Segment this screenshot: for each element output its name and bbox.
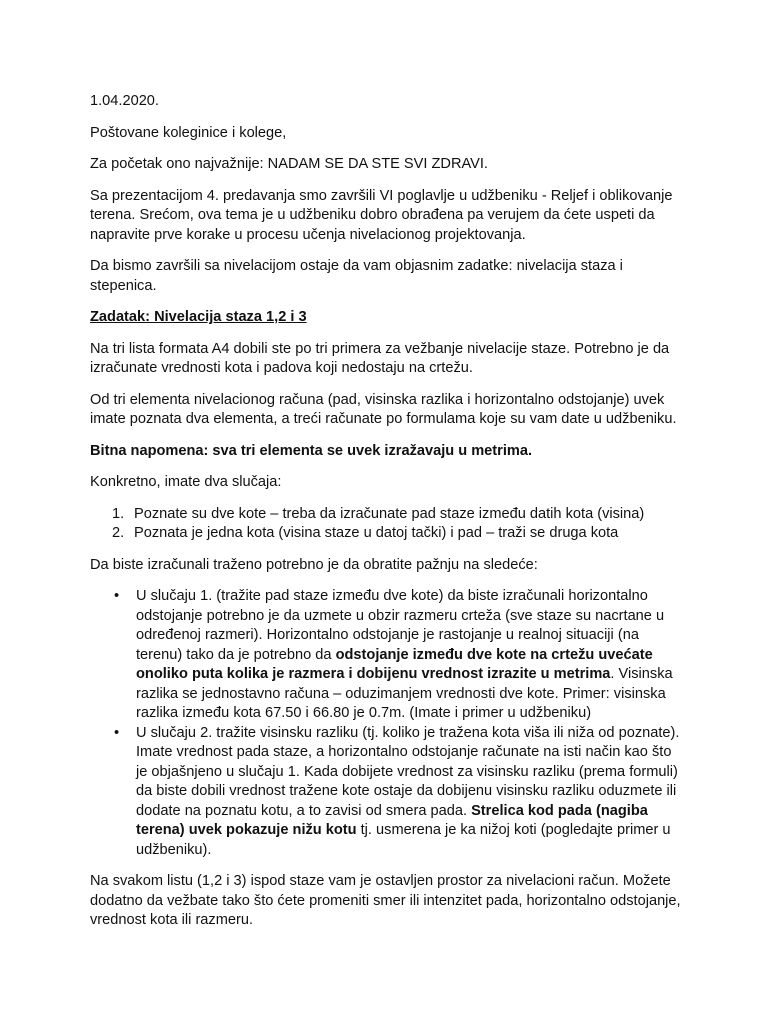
attention-paragraph: Da biste izračunali traženo potrebno je da obratite pažnju na sledeće: [90, 556, 538, 573]
bullet-text: tj. usmerena je ka nižoj koti (pogledajte primer u udžbeniku). [136, 822, 671, 858]
presentation-paragraph: Sa prezentacijom 4. predavanja smo završili VI poglavlje u udžbeniku - Reljef i oblikovanje terena. Srećom, ova tema je u udžbeniku dobro obrađena pa verujem da ćete uspeti da napravite prve korake u procesu učenja nivelacionog projektovanja. [90, 187, 673, 243]
bullet-text: U slučaju 2. tražite visinsku razliku (tj. koliko je tražena kota viša ili niža od poznate). Imate vrednost pada staze, a horizontalno odstojanje računate na isti način kao što je objašnjeno u slučaju 1. Kada dobijete vrednost za visinsku razliku (prema formuli) da biste dobili vrednost tražene kote ostaje da dobijenu visinsku razliku oduzmete ili dodate na poznatu kotu, a to zavisi od smera pada. [136, 724, 680, 819]
list-number: 2. [112, 525, 125, 541]
document-page [90, 92, 685, 943]
bullet-text: U slučaju 1. (tražite pad staze između dve kote) da biste izračunali horizontalno odstojanje potrebno je da uzmete u obzir razmeru crteža (sve staze su nacrtane u određenoj razmeri). Horizontalno odstojanje je rastojanje u realnoj situaciji (na terenu) tako da je potrebno da [136, 588, 665, 663]
list-item-text: Poznate su dve kote – treba da izračunate pad staze između datih kota (visina) [134, 505, 645, 522]
greeting: Poštovane koleginice i kolege, [90, 124, 287, 141]
bullet-icon: • [114, 724, 120, 741]
bullet-list [90, 587, 685, 860]
intro-paragraph: Za početak ono najvažnije: NADAM SE DA STE SVI ZDRAVI. [90, 156, 488, 172]
list-item [90, 587, 685, 724]
sheets-paragraph: Na tri lista formata A4 dobili ste po tri primera za vežbanje nivelacije staze. Potrebno je da izračunate vrednosti kota i padova koji nedostaju na crtežu. [90, 340, 670, 376]
bullet-text: . Visinska razlika se jednostavno računa – oduzimanjem vrednosti dve kote. Primer: visinska razlika između kota 67.50 i 66.80 je 0.7m. (Imate i primer u udžbeniku) [136, 666, 673, 721]
bullet-text-bold: odstojanje između dve kote na crtežu uvećate onoliko puta kolika je razmera i dobijenu vrednost izrazite u metrima [136, 646, 653, 682]
list-item [90, 524, 685, 544]
cases-intro: Konkretno, imate dva slučaja: [90, 474, 282, 490]
bullet-text-bold: Strelica kod pada (nagiba terena) uvek pokazuje nižu kotu [136, 802, 648, 838]
list-item [90, 505, 685, 525]
closing-paragraph: Na svakom listu (1,2 i 3) ispod staze vam je ostavljen prostor za nivelacioni račun. Možete dodatno da vežbate tako što ćete promeniti smer ili intenzitet pada, horizontalno odstojanje, vrednost kota ili razmeru. [90, 873, 681, 928]
bullet-icon: • [114, 588, 120, 604]
list-item-text: Poznata je jedna kota (visina staze u datoj tački) i pad – traži se druga kota [134, 525, 619, 541]
document-date: 1.04.2020. [90, 93, 159, 109]
important-note: Bitna napomena: sva tri elementa se uvek izražavaju u metrima. [90, 442, 533, 459]
cases-list [90, 505, 685, 544]
finish-paragraph: Da bismo završili sa nivelacijom ostaje da vam objasnim zadatke: nivelacija staza i stepenica. [90, 258, 623, 294]
list-item [90, 724, 685, 861]
list-number: 1. [112, 505, 125, 522]
elements-paragraph: Od tri elementa nivelacionog računa (pad, visinska razlika i horizontalno odstojanje) uvek imate poznata dva elementa, a treći računate po formulama koje su vam date u udžbeniku. [90, 391, 677, 427]
task-heading: Zadatak: Nivelacija staza 1,2 i 3 [90, 309, 307, 325]
